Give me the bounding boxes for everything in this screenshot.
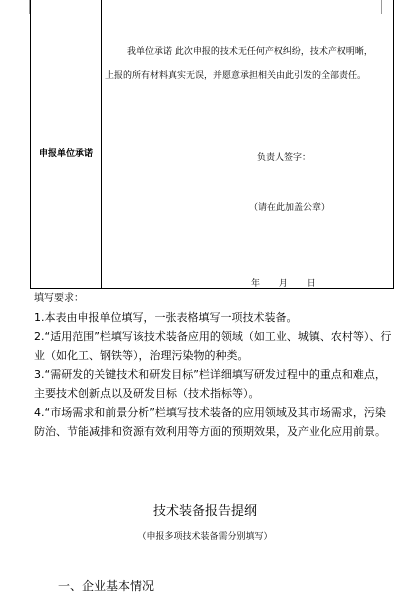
- table-divider: [101, 0, 102, 288]
- section-heading-1: 一、企业基本情况: [58, 579, 155, 593]
- signature-label: 负责人签字：: [257, 153, 312, 163]
- seal-note: （请在此加盖公章）: [249, 203, 331, 213]
- requirement-item-2: 2.“适用范围”栏填写该技术装备应用的领域（如工业、城镇、农村等）、行业（如化工、钢铁等），治理污染物的种类。: [34, 330, 392, 362]
- requirement-item-1: 1.本表由申报单位填写，一张表格填写一项技术装备。: [34, 311, 298, 324]
- outline-subtitle: （申报多项技术装备需分别填写）: [137, 532, 273, 542]
- requirements-heading: 填写要求：: [34, 293, 84, 304]
- promise-line-1: 我单位承诺 此次申报的技术无任何产权纠纷，技术产权明晰，: [127, 47, 373, 57]
- requirement-item-4: 4.“市场需求和前景分析”栏填写技术装备的应用领域及其市场需求，污染防治、节能减排和资源有效利用等方面的预期效果，及产业化应用前景。: [34, 406, 386, 438]
- promise-line-2: 上报的所有材料真实无误，并愿意承担相关由此引发的全部责任。: [105, 71, 367, 81]
- date-label: 年 月 日: [251, 279, 316, 289]
- commitment-table: [30, 0, 394, 289]
- commitment-label: 申报单位承诺: [38, 149, 93, 159]
- fill-requirements: [34, 292, 394, 441]
- requirement-item-3: 3.“需研发的关键技术和研发目标”栏详细填写研发过程中的重点和难点，主要技术创新点以及研发目标（技术指标等）。: [34, 368, 386, 400]
- outline-title: 技术装备报告提纲: [152, 504, 257, 519]
